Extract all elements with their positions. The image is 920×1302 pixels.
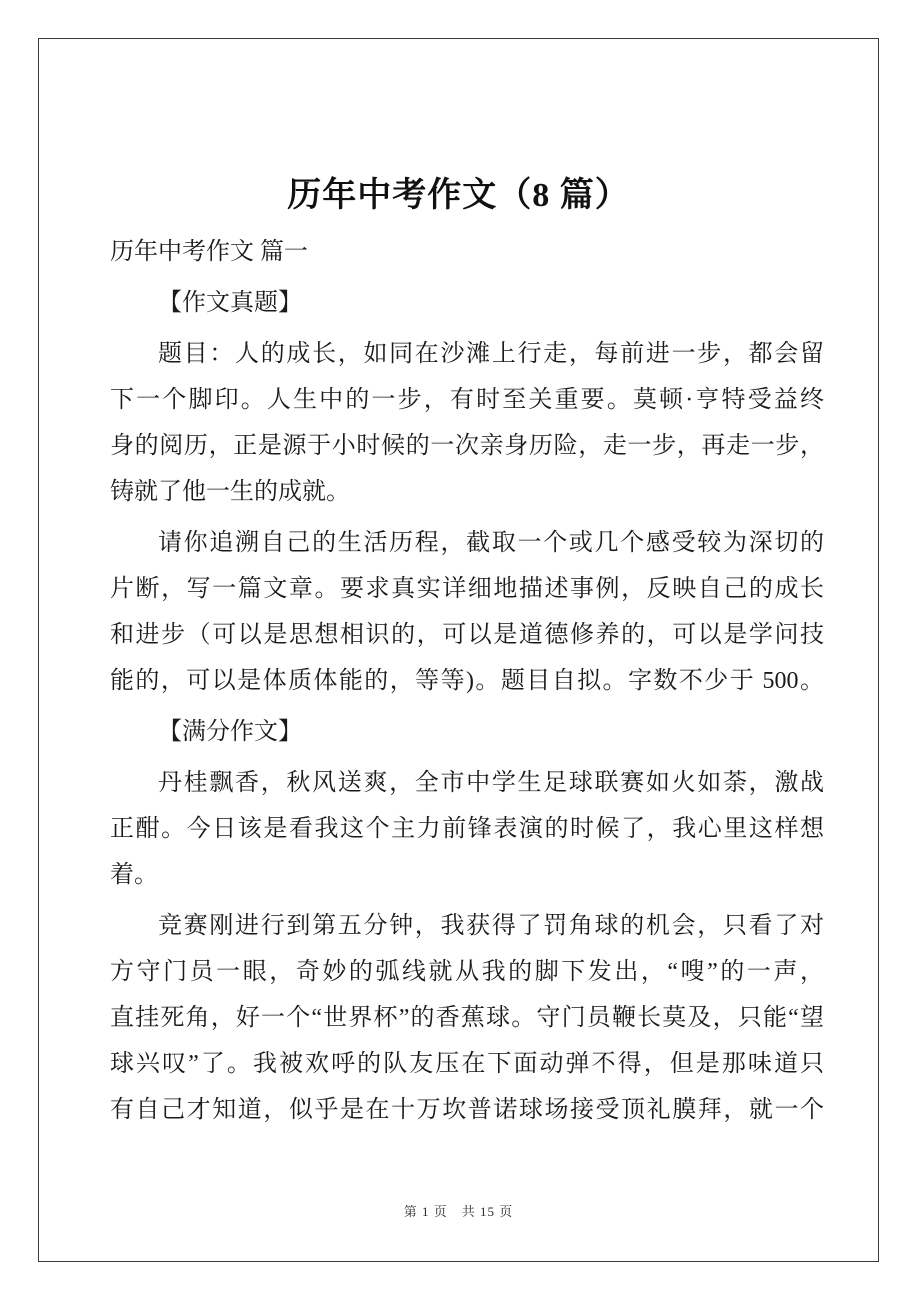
text-line: 和进步（可以是思想相识的，可以是道德修养的，可以是学问技 bbox=[110, 622, 824, 648]
text-line: 历年中考作文 篇一 bbox=[110, 239, 308, 265]
text-line: 身的阅历，正是源于小时候的一次亲身历险，走一步，再走一步， bbox=[110, 433, 824, 459]
text-line: 方守门员一眼，奇妙的弧线就从我的脚下发出，“嗖”的一声， bbox=[110, 959, 824, 985]
text-line: 竞赛刚进行到第五分钟，我获得了罚角球的机会，只看了对 bbox=[158, 913, 824, 939]
text-line: 正酣。今日该是看我这个主力前锋表演的时候了，我心里这样想 bbox=[110, 816, 824, 842]
text-line: 丹桂飘香，秋风送爽，全市中学生足球联赛如火如荼，激战 bbox=[158, 770, 824, 796]
text-line: 有自己才知道，似乎是在十万坎普诺球场接受顶礼膜拜，就一个 bbox=[110, 1097, 824, 1123]
text-line: 球兴叹”了。我被欢呼的队友压在下面动弹不得，但是那味道只 bbox=[110, 1051, 824, 1077]
text-line: 直挂死角，好一个“世界杯”的香蕉球。守门员鞭长莫及，只能“望 bbox=[110, 1005, 824, 1031]
text-line: 题目：人的成长，如同在沙滩上行走，每前进一步，都会留 bbox=[158, 341, 824, 367]
text-line: 请你追溯自己的生活历程，截取一个或几个感受较为深切的 bbox=[158, 530, 824, 556]
text-line: 片断，写一篇文章。要求真实详细地描述事例，反映自己的成长 bbox=[110, 576, 824, 602]
text-line: 能的，可以是体质体能的，等等)。题目自拟。字数不少于 500。 bbox=[110, 668, 824, 694]
page-number-footer: 第 1 页 共 15 页 bbox=[403, 1204, 514, 1219]
text-line: 【作文真题】 bbox=[158, 290, 302, 316]
document-body bbox=[110, 229, 824, 1133]
document-title: 历年中考作文（8 篇） bbox=[287, 176, 630, 214]
text-line: 下一个脚印。人生中的一步，有时至关重要。莫顿·亨特受益终 bbox=[110, 387, 824, 413]
text-line: 铸就了他一生的成就。 bbox=[110, 479, 350, 505]
page-border bbox=[38, 38, 879, 1262]
text-line: 【满分作文】 bbox=[158, 719, 302, 745]
text-line: 着。 bbox=[110, 862, 158, 888]
